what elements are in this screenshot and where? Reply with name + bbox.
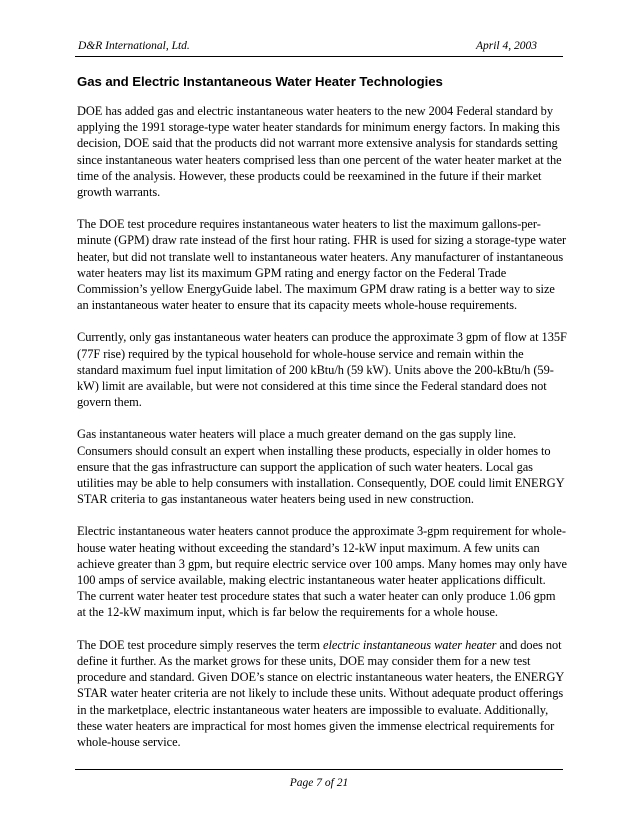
paragraph-6-text-end: and does not define it further. As the market grows for these units, DOE may consider them for a new test procedure and standard. Given DOE’s stance on electric instantaneous water heaters, the ENERGY STAR water heater criteria are not likely to include these units. Without adequate product offerings in the marketplace, electric instantaneous water heaters are impossible to evaluate. Additionally, these water heaters are impractical for most homes given the immense electrical requirements for whole-house service. xyxy=(77,637,564,749)
paragraph-3: Currently, only gas instantaneous water heaters can produce the approximate 3 gpm of flow at 135F (77F rise) required by the typical household for whole-house service and remain within the standard maximum fuel input limitation of 200 kBtu/h (59 kW). Units above the 200-kBtu/h (59-kW) limit are available, but were not considered at this time since the Federal standard does not govern them. xyxy=(77,330,567,410)
section-title: Gas and Electric Instantaneous Water Heater Technologies xyxy=(77,74,443,89)
paragraph-6-text-start: The DOE test procedure simply reserves the term xyxy=(77,637,324,652)
header-rule xyxy=(75,56,563,57)
paragraph-2: The DOE test procedure requires instantaneous water heaters to list the maximum gallons-per-minute (GPM) draw rate instead of the first hour rating. FHR is used for sizing a storage-type water heater, but did not translate well to instantaneous water heaters. Any manufacturer of instantaneous water heaters may list its maximum GPM rating and energy factor on the Federal Trade Commission’s yellow EnergyGuide label. The maximum GPM draw rating is a better way to size an instantaneous water heater to ensure that its capacity meets whole-house requirements. xyxy=(77,217,567,313)
paragraph-5: Electric instantaneous water heaters cannot produce the approximate 3-gpm requirement for whole-house water heating without exceeding the standard’s 12-kW input maximum. A few units can achieve greater than 3 gpm, but require electric service over 100 amps. Many homes may only have 100 amps of service available, making electric instantaneous water heater applications difficult. The current water heater test procedure states that such a water heater can only produce 1.06 gpm at the 12-kW maximum input, which is far below the requirements for a whole house. xyxy=(77,524,567,620)
page-body xyxy=(77,74,567,766)
paragraph-6 xyxy=(77,637,567,750)
paragraph-1: DOE has added gas and electric instantaneous water heaters to the new 2004 Federal standard by applying the 1991 storage-type water heater standards for minimum energy factors. In making this decision, DOE said that the products did not warrant more extensive analysis for standards setting since instantaneous water heaters comprised less than one percent of the water heater market at the time of the analysis. However, these products could be reexamined in the future if their market growth warrants. xyxy=(77,104,562,200)
page-number: Page 7 of 21 xyxy=(289,777,349,789)
paragraph-6-italic-term: electric instantaneous water heater xyxy=(323,637,497,652)
header-date: April 4, 2003 xyxy=(475,40,537,52)
header-company: D&R International, Ltd. xyxy=(78,40,190,52)
page-footer xyxy=(75,776,563,790)
footer-rule xyxy=(75,769,563,770)
paragraph-4: Gas instantaneous water heaters will place a much greater demand on the gas supply line. Consumers should consult an expert when installing these products, especially in older homes to ensure that the gas infrastructure can support the application of such water heaters. Local gas utilities may be able to help consumers with installation. Consequently, DOE could limit ENERGY STAR criteria to gas instantaneous water heaters being used in new construction. xyxy=(77,427,565,507)
